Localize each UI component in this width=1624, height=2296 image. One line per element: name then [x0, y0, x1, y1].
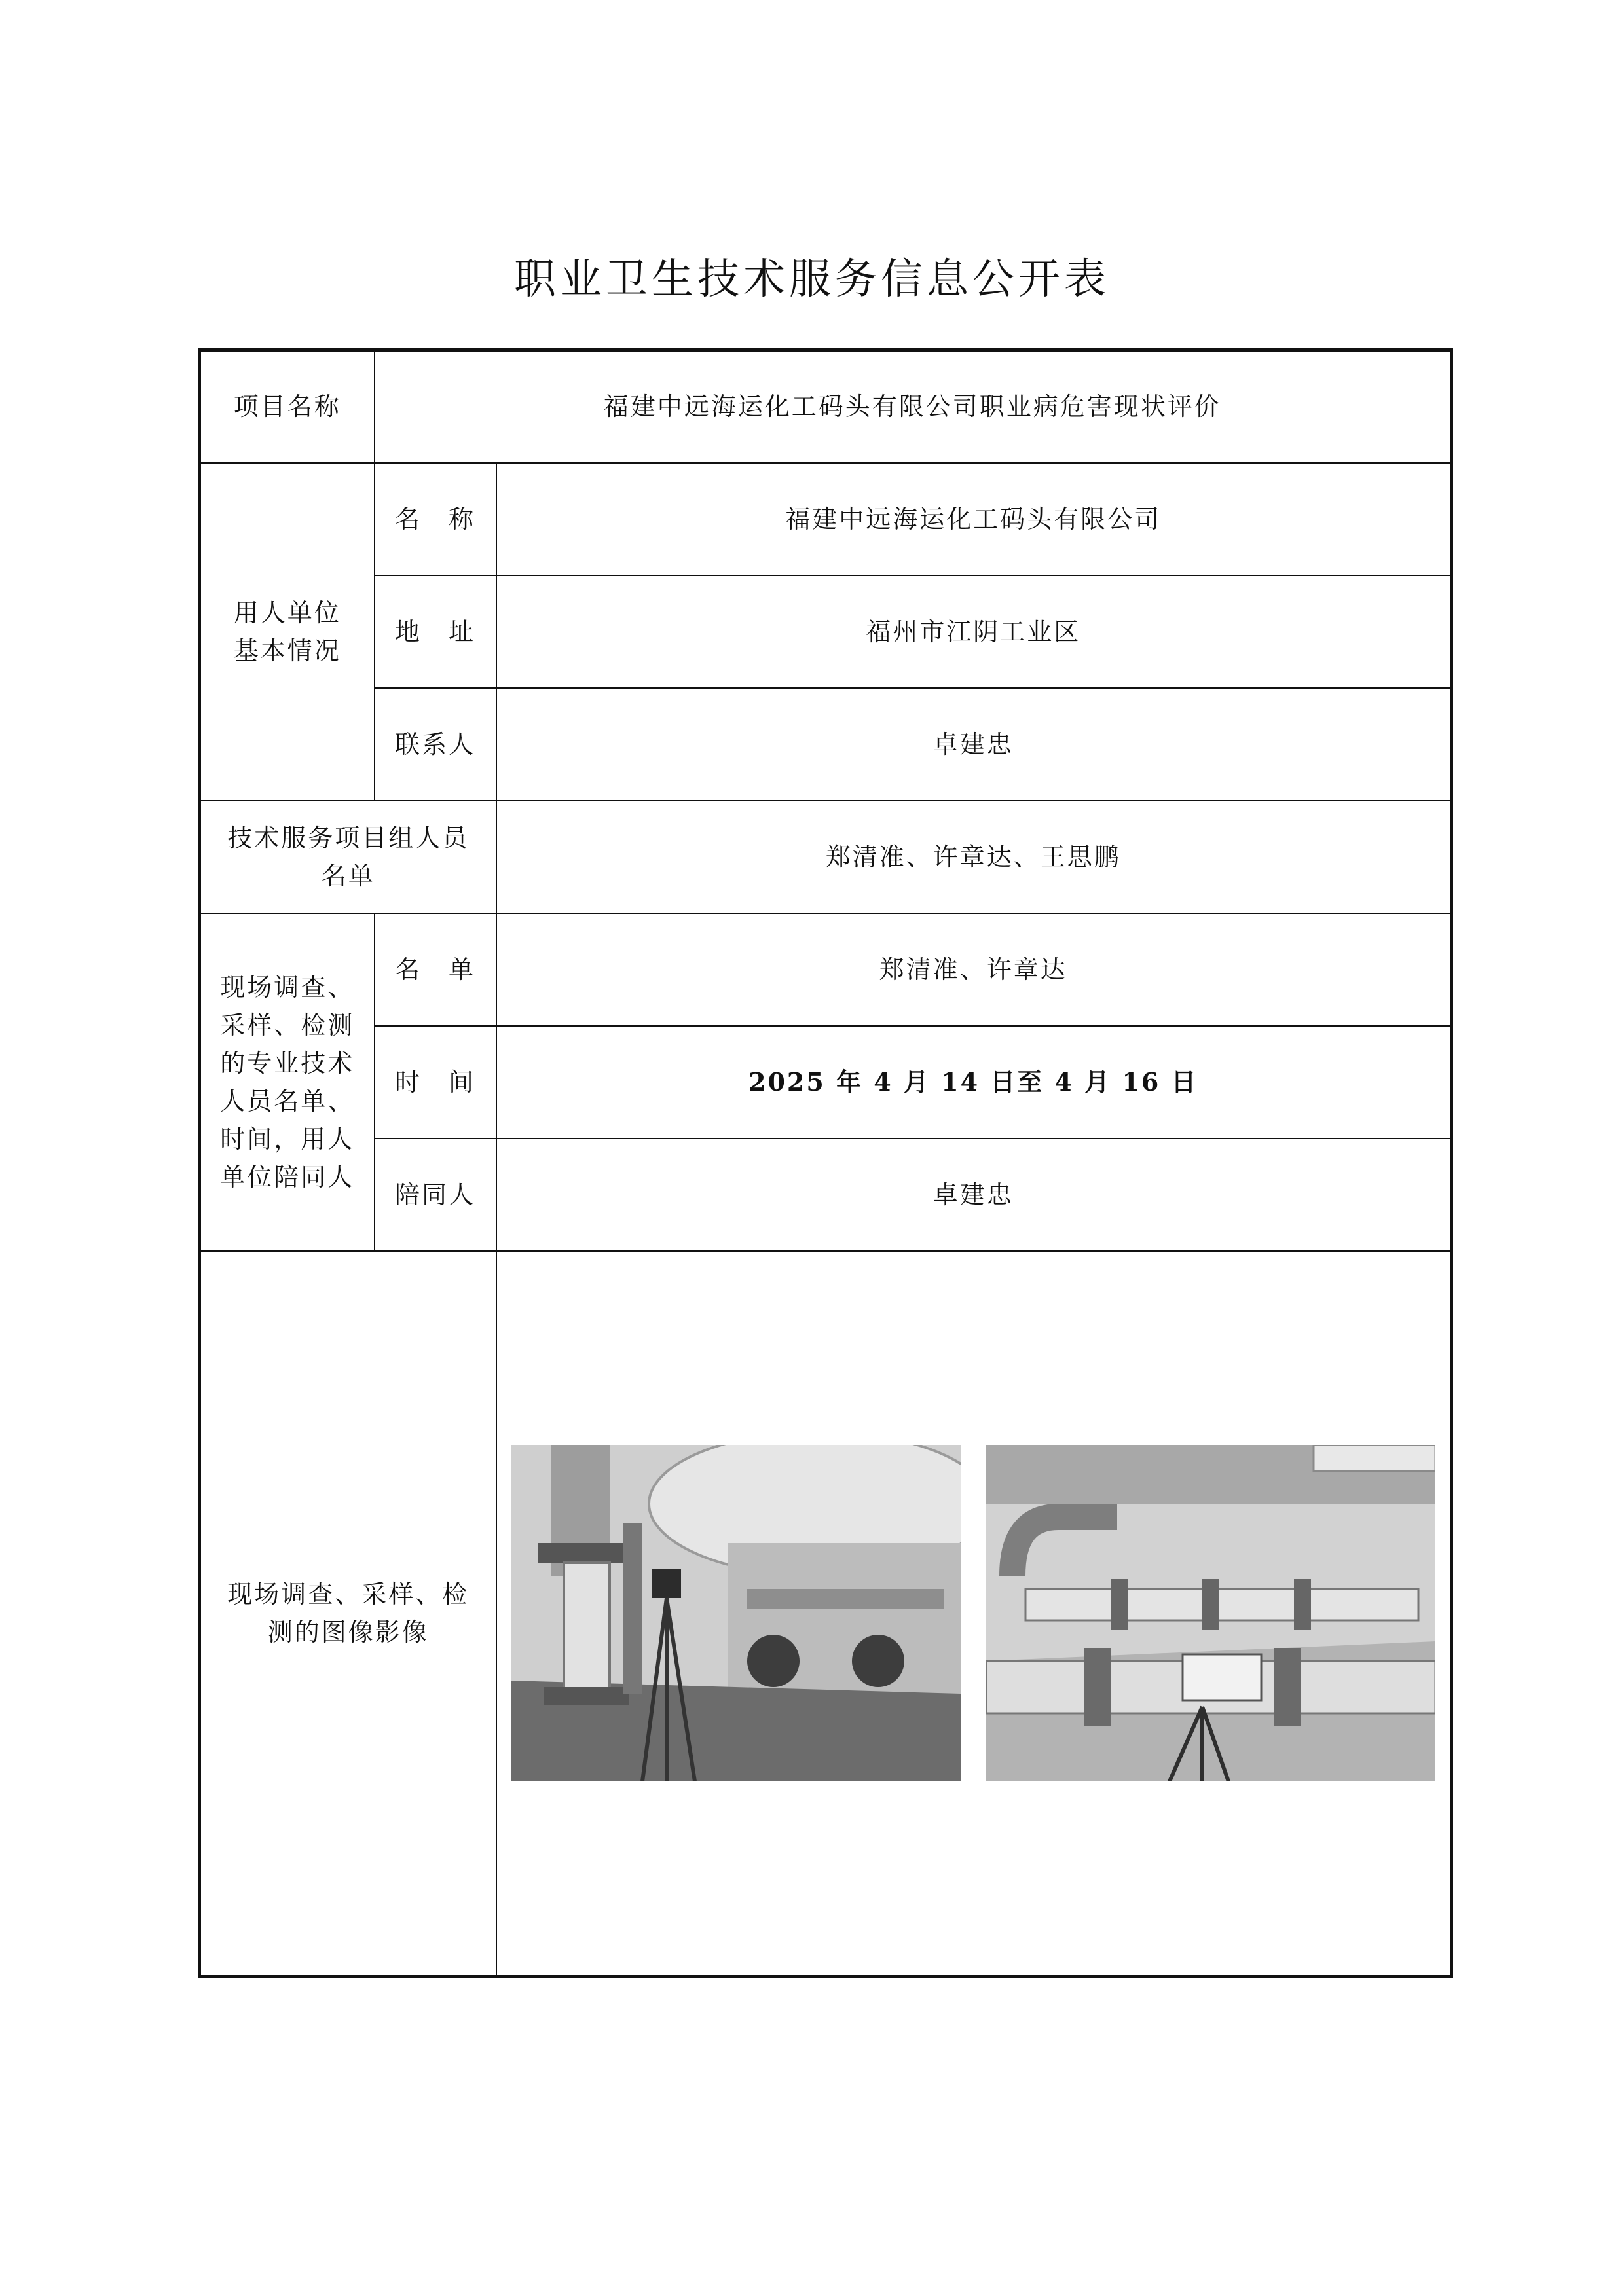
- team-label-line2: 名单: [321, 861, 375, 890]
- field-list-value: 郑清准、许章达: [496, 913, 1452, 1026]
- field-label-line: 现场调查、: [220, 972, 355, 1002]
- employer-contact-value: 卓建忠: [496, 688, 1452, 801]
- field-list-row: [200, 913, 1452, 1026]
- employer-label-line2: 基本情况: [233, 636, 341, 665]
- employer-address-row: [200, 575, 1452, 688]
- document-title: 职业卫生技术服务信息公开表: [514, 255, 1110, 304]
- project-name-value: 福建中远海运化工码头有限公司职业病危害现状评价: [375, 350, 1452, 463]
- site-photo-pipeline: [986, 1445, 1435, 1781]
- employer-name-row: [200, 463, 1452, 575]
- team-label: [200, 801, 496, 913]
- images-cell: [496, 1251, 1452, 1977]
- employer-contact-row: [200, 688, 1452, 801]
- employer-name-label: 名 称: [375, 463, 496, 575]
- team-label-line1: 技术服务项目组人员: [227, 823, 470, 852]
- images-label-line2: 测的图像影像: [267, 1617, 429, 1647]
- photo-gallery: [497, 1445, 1450, 1781]
- info-table: [198, 348, 1453, 1978]
- field-escort-row: [200, 1139, 1452, 1251]
- field-time-label: 时 间: [375, 1026, 496, 1139]
- project-name-label: 项目名称: [200, 350, 375, 463]
- field-label-line: 人员名单、: [220, 1086, 355, 1116]
- employer-section-label: [200, 463, 375, 801]
- images-label: [200, 1251, 496, 1977]
- field-label-line: 的专业技术: [220, 1048, 355, 1078]
- images-row: [200, 1251, 1452, 1977]
- site-photo-tanker-drawing: [511, 1445, 961, 1781]
- field-label-line: 时间，用人: [220, 1124, 355, 1154]
- field-section-label: [200, 913, 375, 1251]
- project-name-row: [200, 350, 1452, 463]
- employer-address-value: 福州市江阴工业区: [496, 575, 1452, 688]
- field-label-line: 单位陪同人: [220, 1162, 355, 1192]
- field-escort-label: 陪同人: [375, 1139, 496, 1251]
- team-row: [200, 801, 1452, 913]
- field-label-line: 采样、检测: [220, 1010, 355, 1040]
- site-photo-pipeline-drawing: [986, 1445, 1435, 1781]
- images-label-line1: 现场调查、采样、检: [227, 1579, 470, 1609]
- site-photo-tanker: [511, 1445, 961, 1781]
- employer-contact-label: 联系人: [375, 688, 496, 801]
- field-time-value: 2025 年 4 月 14 日至 4 月 16 日: [496, 1026, 1452, 1139]
- employer-address-label: 地 址: [375, 575, 496, 688]
- field-list-label: 名 单: [375, 913, 496, 1026]
- field-time-row: [200, 1026, 1452, 1139]
- team-value: 郑清准、许章达、王思鹏: [496, 801, 1452, 913]
- employer-label-line1: 用人单位: [233, 598, 341, 627]
- employer-name-value: 福建中远海运化工码头有限公司: [496, 463, 1452, 575]
- field-escort-value: 卓建忠: [496, 1139, 1452, 1251]
